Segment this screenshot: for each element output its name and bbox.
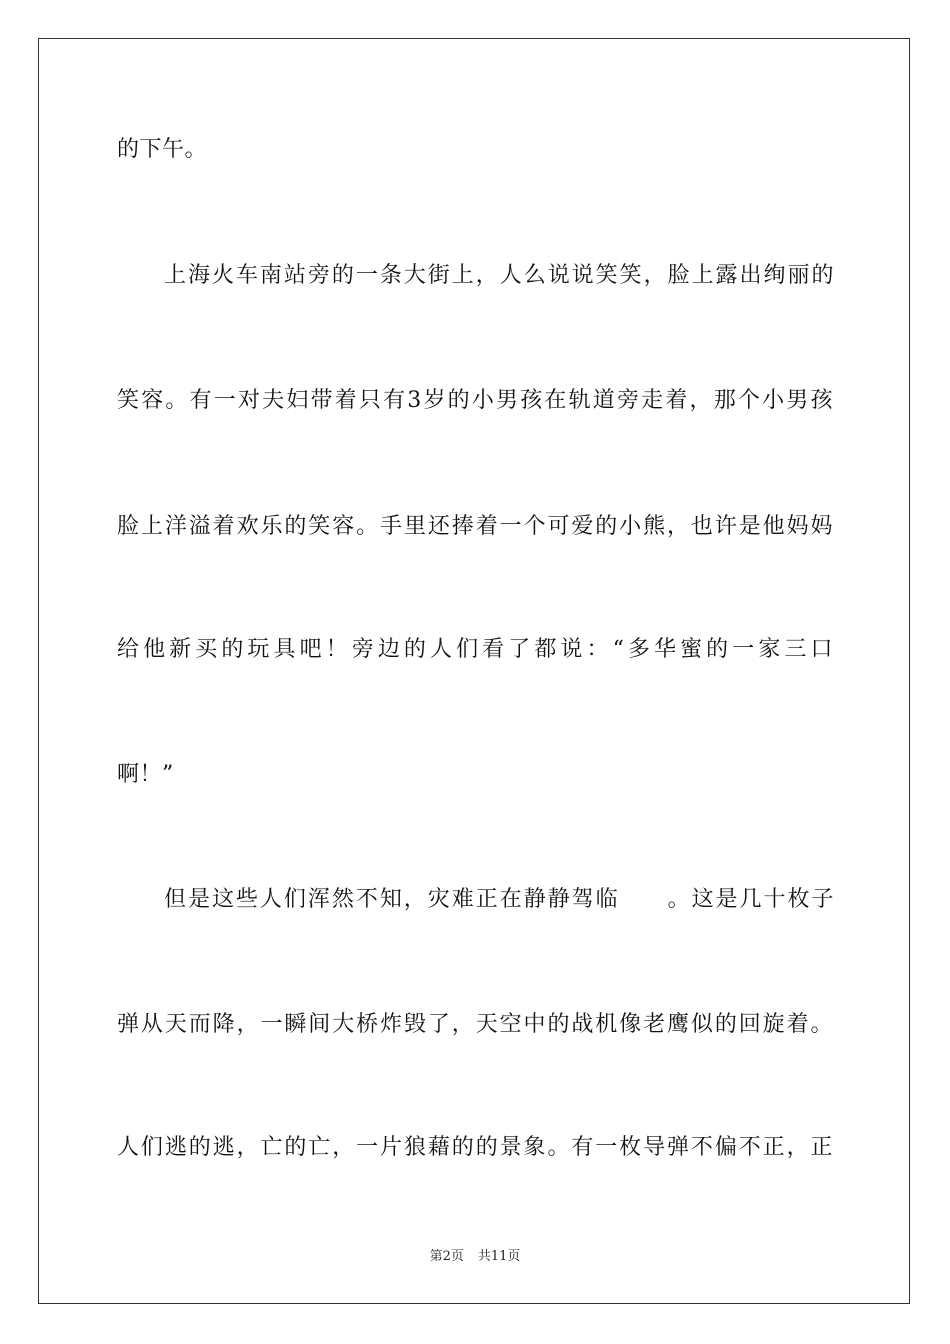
- page-total: 共11页: [477, 1249, 521, 1264]
- body-line-5: 给他新买的玩具吧！旁边的人们看了都说：“多华蜜的一家三口: [117, 637, 833, 662]
- body-line-7: 但是这些人们浑然不知，灾难正在静静驾临 。这是几十枚子: [164, 887, 834, 912]
- page-footer: [0, 1248, 950, 1266]
- page-border: [38, 38, 910, 1304]
- body-line-8: 弹从天而降，一瞬间大桥炸毁了，天空中的战机像老鹰似的回旋着。: [117, 1012, 833, 1037]
- page-number: 第2页: [429, 1249, 464, 1264]
- body-line-1: 的下午。: [117, 137, 208, 162]
- body-line-9: 人们逃的逃，亡的亡，一片狼藉的的景象。有一枚导弹不偏不正，正: [117, 1135, 833, 1160]
- body-line-4: 脸上洋溢着欢乐的笑容。手里还捧着一个可爱的小熊，也许是他妈妈: [117, 514, 833, 539]
- body-line-2: 上海火车南站旁的一条大街上，人么说说笑笑，脸上露出绚丽的: [164, 263, 834, 288]
- body-line-3: 笑容。有一对夫妇带着只有3岁的小男孩在轨道旁走着，那个小男孩: [117, 388, 833, 413]
- body-line-6: 啊！”: [117, 762, 174, 787]
